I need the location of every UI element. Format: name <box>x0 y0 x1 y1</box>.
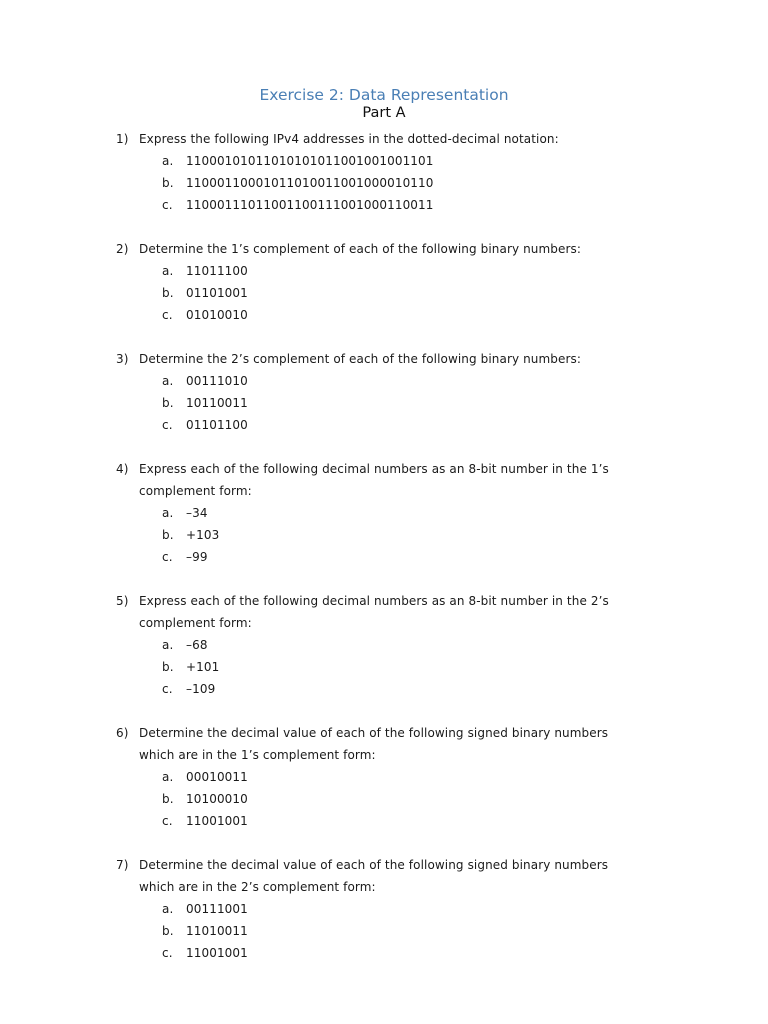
question-number: 5) <box>116 594 129 608</box>
answer-option <box>116 898 676 920</box>
question-text-line: which are in the 1’s complement form: <box>139 748 376 762</box>
question-number: 1) <box>116 132 129 146</box>
answer-option <box>116 304 676 326</box>
option-letter: c. <box>162 814 173 828</box>
answer-option <box>116 414 676 436</box>
section-subtitle: Part A <box>362 105 406 121</box>
option-letter: c. <box>162 418 173 432</box>
option-value: 11000111011001100111001000110011 <box>186 198 434 212</box>
option-value: 11001001 <box>186 946 248 960</box>
question-text <box>116 612 676 634</box>
question-text <box>116 128 676 150</box>
option-letter: c. <box>162 198 173 212</box>
question-text <box>116 480 676 502</box>
option-letter: b. <box>162 924 174 938</box>
option-letter: b. <box>162 528 174 542</box>
answer-option <box>116 810 676 832</box>
option-value: –68 <box>186 638 208 652</box>
option-value: 10110011 <box>186 396 248 410</box>
option-value: 01101100 <box>186 418 248 432</box>
answer-option <box>116 370 676 392</box>
option-letter: a. <box>162 638 174 652</box>
option-value: +103 <box>186 528 220 542</box>
option-value: 00010011 <box>186 770 248 784</box>
question-number: 4) <box>116 462 129 476</box>
answer-option <box>116 524 676 546</box>
option-value: 00111001 <box>186 902 248 916</box>
question-text-line: complement form: <box>139 616 252 630</box>
option-letter: b. <box>162 396 174 410</box>
answer-option <box>116 392 676 414</box>
question-item <box>116 128 676 216</box>
option-letter: c. <box>162 946 173 960</box>
option-letter: b. <box>162 792 174 806</box>
question-text <box>116 458 676 480</box>
answer-option <box>116 150 676 172</box>
answer-option <box>116 546 676 568</box>
question-text <box>116 238 676 260</box>
question-text-line: Determine the 2’s complement of each of the following binary numbers: <box>139 352 582 366</box>
question-list <box>116 128 676 986</box>
question-text-line: Determine the decimal value of each of the following signed binary numbers <box>139 726 609 740</box>
question-text <box>116 348 676 370</box>
answer-option <box>116 788 676 810</box>
question-number: 3) <box>116 352 129 366</box>
option-value: 11001001 <box>186 814 248 828</box>
option-letter: c. <box>162 682 173 696</box>
answer-option <box>116 656 676 678</box>
question-number: 2) <box>116 242 129 256</box>
answer-option <box>116 920 676 942</box>
option-value: 00111010 <box>186 374 248 388</box>
answer-option <box>116 260 676 282</box>
question-item <box>116 348 676 436</box>
option-letter: a. <box>162 770 174 784</box>
option-letter: b. <box>162 286 174 300</box>
answer-option <box>116 766 676 788</box>
option-letter: b. <box>162 176 174 190</box>
question-item <box>116 722 676 832</box>
question-item <box>116 458 676 568</box>
option-letter: c. <box>162 308 173 322</box>
answer-option <box>116 194 676 216</box>
option-letter: a. <box>162 264 174 278</box>
option-letter: a. <box>162 154 174 168</box>
question-item <box>116 238 676 326</box>
option-value: 11010011 <box>186 924 248 938</box>
question-text <box>116 876 676 898</box>
question-item <box>116 590 676 700</box>
option-value: –109 <box>186 682 216 696</box>
question-text <box>116 722 676 744</box>
question-text-line: Determine the decimal value of each of the following signed binary numbers <box>139 858 609 872</box>
option-value: –99 <box>186 550 208 564</box>
answer-option <box>116 172 676 194</box>
question-text <box>116 590 676 612</box>
option-value: –34 <box>186 506 208 520</box>
option-value: 11011100 <box>186 264 248 278</box>
question-text-line: Determine the 1’s complement of each of the following binary numbers: <box>139 242 582 256</box>
option-letter: a. <box>162 506 174 520</box>
answer-option <box>116 502 676 524</box>
option-letter: c. <box>162 550 173 564</box>
question-text-line: which are in the 2’s complement form: <box>139 880 376 894</box>
page-title: Exercise 2: Data Representation <box>259 86 509 104</box>
answer-option <box>116 282 676 304</box>
question-item <box>116 854 676 964</box>
option-value: +101 <box>186 660 220 674</box>
question-text-line: complement form: <box>139 484 252 498</box>
question-number: 7) <box>116 858 129 872</box>
answer-option <box>116 634 676 656</box>
question-text <box>116 744 676 766</box>
option-letter: a. <box>162 902 174 916</box>
option-value: 11000110001011010011001000010110 <box>186 176 434 190</box>
option-value: 01010010 <box>186 308 248 322</box>
question-text-line: Express each of the following decimal numbers as an 8-bit number in the 2’s <box>139 594 609 608</box>
option-letter: a. <box>162 374 174 388</box>
question-number: 6) <box>116 726 129 740</box>
option-value: 11000101011010101011001001001101 <box>186 154 434 168</box>
question-text <box>116 854 676 876</box>
option-value: 01101001 <box>186 286 248 300</box>
option-letter: b. <box>162 660 174 674</box>
question-text-line: Express the following IPv4 addresses in the dotted-decimal notation: <box>139 132 559 146</box>
answer-option <box>116 678 676 700</box>
answer-option <box>116 942 676 964</box>
question-text-line: Express each of the following decimal numbers as an 8-bit number in the 1’s <box>139 462 609 476</box>
option-value: 10100010 <box>186 792 248 806</box>
